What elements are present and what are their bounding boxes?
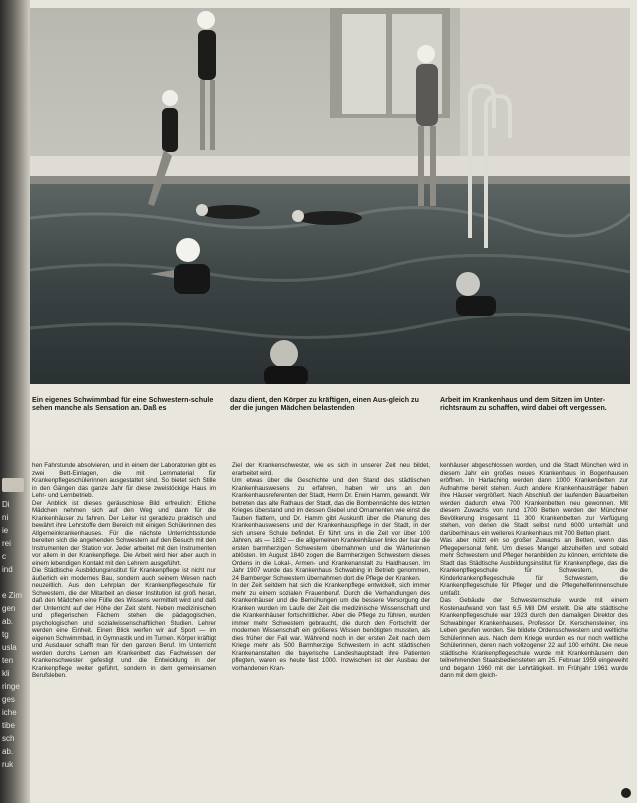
adjacent-page-text-fragment: tibe (2, 721, 15, 730)
adjacent-page-text-fragment: e Zim (2, 591, 22, 600)
adjacent-page-image-fragment (2, 478, 24, 492)
adjacent-page-text-fragment: ab. (2, 747, 14, 756)
column-1-text: hen Fahrstunde absolvieren, und in einem der Laboratorien gibt es zwei Bett-Einlagen, die mit Lernmaterial für Krankenpflegeschülerinnen ausgestattet sind. So bietet sich Stille in den Gängen das ganze Jahr für diese zweistöckige Haus im Lehr- und Lernbetrieb. Der Anblick ist dieses geräuschlose Bild erfreulich: Etliche Mädchen nehmen sich auf den Weg und dann für die Krankenhäuser zu fahren. Der Leiter ist geradezu praktisch und bewährt ihre Lehrstoffe dem Bereich mit einigen Schülerinnen des Allgemeinkrankenhauses. Für die nächste Unterrichtsstunde bereiten sich die angehenden Schwestern auf den Besuch mit den Instrumenten der Station vor. Jeder arbeitet mit den Instrumenten vor allem in der Krankenpflege. Die Arbeit wird hier aber auch in einem lebendigen Kontakt mit den Lehrern ausgeführt. Die Städtische Ausbildungsinstitut für Krankenpflege ist nicht nur äußerlich ein modernes Bau, sondern auch seinem Wesen nach neuzeitlich. Aus den Lehrplan der Krankenpflegeschule für Schwestern, die der Mitarbeit an dieser Institution ist groß heran, daß den Mädchen eine Fülle des Wissens vermittelt wird und daß der Unterricht auf der Höhe der Zeit steht. Neben medizinischen und pflegerischen Fächern stehen die pädagogischen, psychologischen und sozialwissenschaftlichen Studien. Lehrer werden eine Einheit. Einen Blick werfen wir auf Sport — im eigenen Schwimmbad, in Gymnastik und im Turnen. Körper kräftigt und Ausdauer schafft man für den ganzen Beruf. Im Unterricht werden durchs Lernen am Krankenbett das Fachwissen der Krankenschwester gefestigt und die Entwicklung in der Krankenpflege weiter geführt, sondern in dem gemeinsamen Berufsleben. (32, 462, 216, 679)
caption-middle: dazu dient, den Körper zu kräftigen, einen Aus-gleich zu der die jungen Mädchen belastenden (230, 396, 419, 413)
column-3-text: kenhäuser abgeschlossen worden, und die Stadt München wird in diesem Jahr ein großes neues Krankenhaus in Bogenhausen eröffnen. In Harlaching werden dann 1000 Krankenbetten zur Aufnahme bereit stehen. Auch andere Krankenhausträger haben ihre Häuser vergrößert. Nach Abschluß der laufenden Bauarbeiten werden dadurch etwa 700 Krankenbetten neu gewonnen. Mit diesem Zuwachs von rund 1700 Betten werden der Münchner Bevölkerung insgesamt 11 300 Krankenbetten zur Verfügung stehen, von denen die Stadt selbst rund 6000 unterhält und darüberhinaus ein weiteres Krankenhaus mit 700 Betten plant. Was aber nützt ein so großer Zuwachs an Betten, wenn das Pflegepersonal fehlt. Um dieses Mangel abzuhelfen und sobald mehr Schwestern und Pfleger heranbilden zu können, errichtete die Stadt das Städtische Ausbildungsinstitut für Krankenpflege, das die Krankenpflegeschule für Schwestern, die Kinderkrankenpflegeschule für Schwestern, die Krankenpflegeschule für Pfleger und die Pflegehelferinnenschule umfaßt. Das Gebäude der Schwesternschule wurde mit einem Kostenaufwand von fast 6,5 Mill DM erstellt. Die alte städtische Krankenpflegeschule war 1923 durch den damaligen Direktor des Schwabinger Krankenhauses, Professor Dr. Kerschensteiner, ins Leben gerufen worden. Sie bildete Ordensschwestern und weltliche Schülerinnen aus. Nach dem Kriege wurden es nur noch weltliche Schülerinnen, deren nach vollzogener 22 auf 100 erhöht. Die neue städtische Krankenpflegeschule wurde mit Krankenhäusern den teilnehmenden Staatsbediensteten am 25. Februar 1959 eingeweiht und begann 1960 mit der Lehrtätigkeit. Im Frühjahr 1961 wurde dann mit dem gleich- (440, 462, 628, 679)
adjacent-page-text-fragment: Di (2, 500, 10, 509)
adjacent-page-text-fragment: kli (2, 669, 10, 678)
article-body (30, 462, 630, 800)
adjacent-page-text-fragment: ringe (2, 682, 20, 691)
adjacent-page-text-fragment: ten (2, 656, 14, 665)
swimming-pool-photo (30, 8, 630, 384)
adjacent-page-text-fragment: sch (2, 734, 15, 743)
column-2-text: Ziel der Krankenschwester, wie es sich in unserer Zeit neu bildet, erarbeitet wird. Um etwas über die Geschichte und den Stand des städtischen Krankenhauswesens zu erfahren, haben wir uns an den Krankenhausreferenten der Stadt, Herrn Dr. Erwin Hamm, gewandt. Wir betreten das alte Rathaus der Stadt, das die Bombennächte des letzten Krieges überstand und im dessen Giebel und Ornamenten wie einst die Tauben flattern, und Dr. Hamm gibt Auskunft über die Planung des Krankenhauswesens und der Krankenhauspflege in der Stadt, in der sich unsere Schule befindet. Er führt uns in die Zeit vor über 100 Jahren, als — 1832 — die allgemeinen Krankenhäuser links der Isar die ersten barmherzigen Schwestern übernahmen und die Wärterinnen ablösten. Im August 1840 zogen die Barmherzigen Schwestern dieses Ordens in die Lokal-, Armen- und Krankenanstalt zu Haidhausen. Im Jahr 1907 wurde das Krankenhaus Schwabing in Betrieb genommen, 24 Bamberger Schwestern übernahmen dort die Pflege der Kranken. In der Zeit seitdem hat sich die Krankenpflege entwickelt, sich immer mehr zu einem sozialen Frauenberuf. Durch die Verhandlungen des Krankenhäuser und die Bemühungen um die bessere Versorgung der Kranken wurden im Laufe der Zeit die medizinische Wissenschaft und die Krankenhäuser fortschrittlicher. Aber die Pflege zu führen, wurden immer mehr Schwestern gebraucht, die durch den Fortschritt der modernen Wissenschaft ein größeres Wissen benötigten mussten, als dies früher der Fall war. Während noch in der ersten Zeit nach dem Kriege mehr als 500 Barmherzige Schwestern in acht städtischen Krankenanstalten die bayerische Landeshauptstadt ihre Patienten pflegten, waren es heute fast 1000. Inzwischen ist der Ausbau der vorhandenen Kran- (232, 462, 430, 672)
caption-right: Arbeit im Krankenhaus und dem Sitzen im Unter-richtsraum zu schaffen, wird dabei oft vergessen. (440, 396, 607, 413)
adjacent-page-text-fragment: gen (2, 604, 16, 613)
adjacent-page-text-fragment: ind (2, 565, 13, 574)
photo-captions (30, 384, 632, 448)
adjacent-page-strip (0, 0, 26, 803)
page-corner-icon (621, 788, 631, 798)
article-column-2 (232, 462, 430, 800)
adjacent-page-text-fragment: iche (2, 708, 17, 717)
article-column-3 (440, 462, 628, 800)
adjacent-page-text-fragment: ruk (2, 760, 14, 769)
adjacent-page-text-fragment: c (2, 552, 6, 561)
article-column-1 (32, 462, 216, 800)
caption-left: Ein eigenes Schwimmbad für eine Schwestern-schule sehen manche als Sensation an. Daß es (32, 396, 214, 413)
adjacent-page-text-fragment: ges (2, 695, 15, 704)
adjacent-page-text-fragment: ab. (2, 617, 14, 626)
adjacent-page-text-fragment: ni (2, 513, 9, 522)
pool-edge (30, 176, 630, 184)
pool-photo-drawing (30, 8, 630, 384)
adjacent-page-text-fragment: ie (2, 526, 9, 535)
adjacent-page-text-fragment: tg (2, 630, 9, 639)
adjacent-page-text-fragment: rei (2, 539, 11, 548)
adjacent-page-text-fragment: usla (2, 643, 17, 652)
pool-deck (30, 156, 630, 178)
